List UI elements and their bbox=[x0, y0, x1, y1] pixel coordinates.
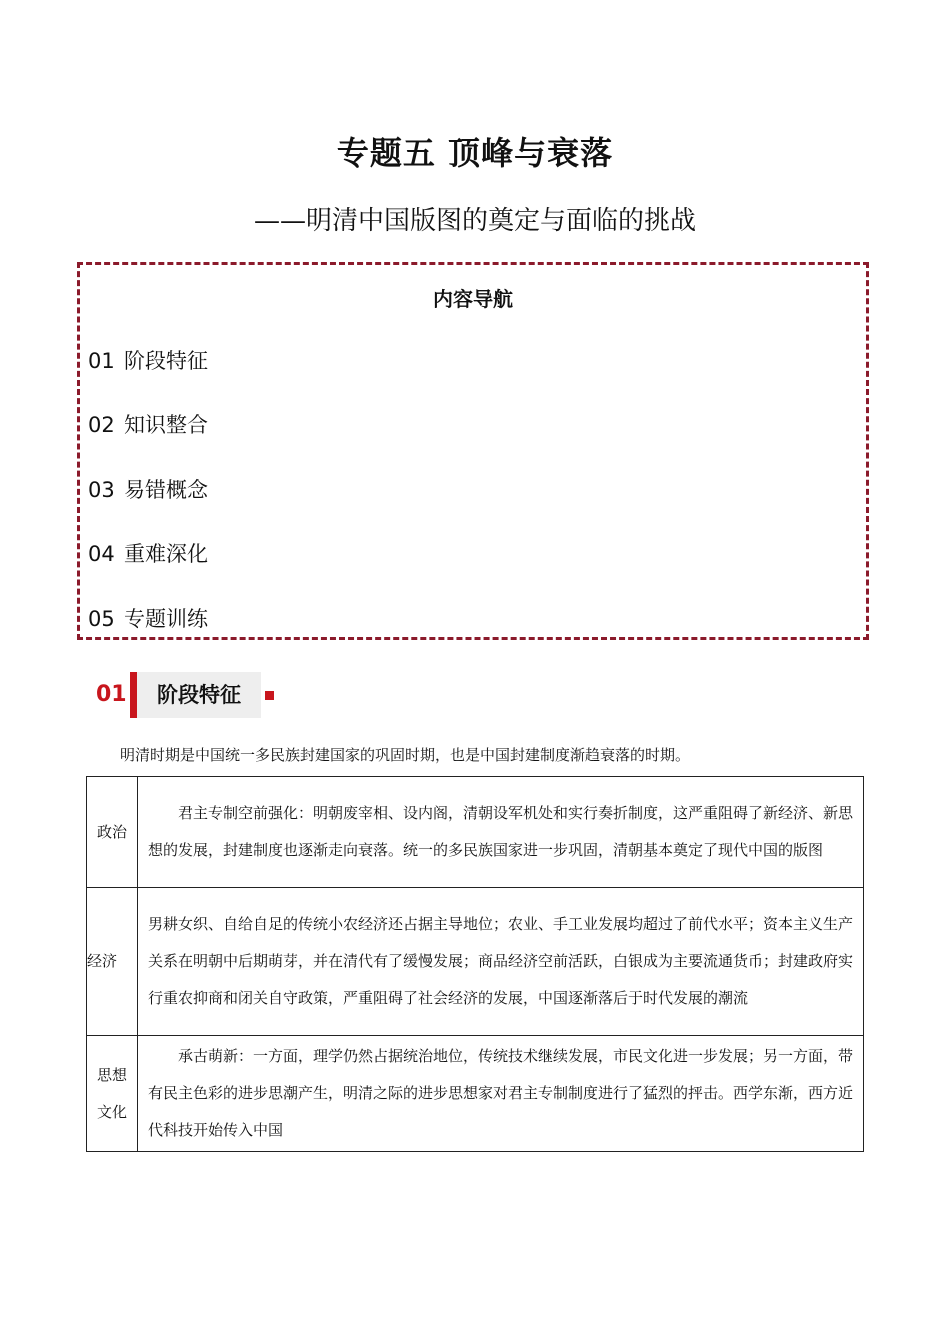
nav-item-5[interactable] bbox=[88, 603, 208, 633]
content-navigation-box bbox=[77, 262, 869, 640]
section-square-icon bbox=[265, 691, 274, 700]
row-category: 政治 bbox=[87, 777, 138, 888]
table-row bbox=[87, 1036, 864, 1152]
section-number: 01 bbox=[96, 682, 127, 707]
row-category-line: 文化 bbox=[96, 1102, 127, 1121]
nav-title: 内容导航 bbox=[433, 287, 513, 311]
section-accent-bar bbox=[130, 672, 137, 718]
nav-item-number: 03 bbox=[88, 478, 115, 502]
nav-item-label: 易错概念 bbox=[124, 478, 208, 502]
page-subtitle: ——明清中国版图的奠定与面临的挑战 bbox=[253, 206, 696, 236]
row-category-line: 思想 bbox=[96, 1065, 127, 1084]
nav-item-2[interactable] bbox=[88, 409, 208, 439]
nav-item-label: 重难深化 bbox=[124, 542, 208, 566]
section-intro-text: 明清时期是中国统一多民族封建国家的巩固时期，也是中国封建制度渐趋衰落的时期。 bbox=[120, 746, 691, 764]
section-label: 阶段特征 bbox=[137, 672, 261, 718]
nav-item-label: 阶段特征 bbox=[124, 349, 208, 373]
row-content: 君主专制空前强化：明朝废宰相、设内阁，清朝设军机处和实行奏折制度，这严重阻碍了新经济、新思想的发展，封建制度也逐渐走向衰落。统一的多民族国家进一步巩固，清朝基本奠定了现代中国的版图 bbox=[138, 777, 864, 888]
page-title: 专题五 顶峰与衰落 bbox=[336, 134, 614, 172]
nav-item-number: 05 bbox=[88, 607, 115, 631]
nav-item-3[interactable] bbox=[88, 474, 208, 504]
nav-item-1[interactable] bbox=[88, 345, 208, 375]
table-row bbox=[87, 888, 864, 1036]
row-category bbox=[87, 1036, 138, 1152]
row-content: 承古萌新：一方面，理学仍然占据统治地位，传统技术继续发展，市民文化进一步发展；另一方面，带有民主色彩的进步思潮产生，明清之际的进步思想家对君主专制制度进行了猛烈的抨击。西学东渐，西方近代科技开始传入中国 bbox=[138, 1036, 864, 1152]
nav-item-label: 知识整合 bbox=[124, 413, 208, 437]
row-category: 经济 bbox=[87, 888, 138, 1036]
table-row bbox=[87, 777, 864, 888]
row-content: 男耕女织、自给自足的传统小农经济还占据主导地位；农业、手工业发展均超过了前代水平；资本主义生产关系在明朝中后期萌芽，并在清代有了缓慢发展；商品经济空前活跃，白银成为主要流通货币；封建政府实行重农抑商和闭关自守政策，严重阻碍了社会经济的发展，中国逐渐落后于时代发展的潮流 bbox=[138, 888, 864, 1036]
section-heading bbox=[90, 672, 270, 718]
nav-item-number: 04 bbox=[88, 542, 115, 566]
nav-item-number: 02 bbox=[88, 413, 115, 437]
nav-item-4[interactable] bbox=[88, 538, 208, 568]
nav-item-label: 专题训练 bbox=[124, 607, 208, 631]
stage-characteristics-table bbox=[86, 776, 864, 1152]
nav-item-number: 01 bbox=[88, 349, 115, 373]
